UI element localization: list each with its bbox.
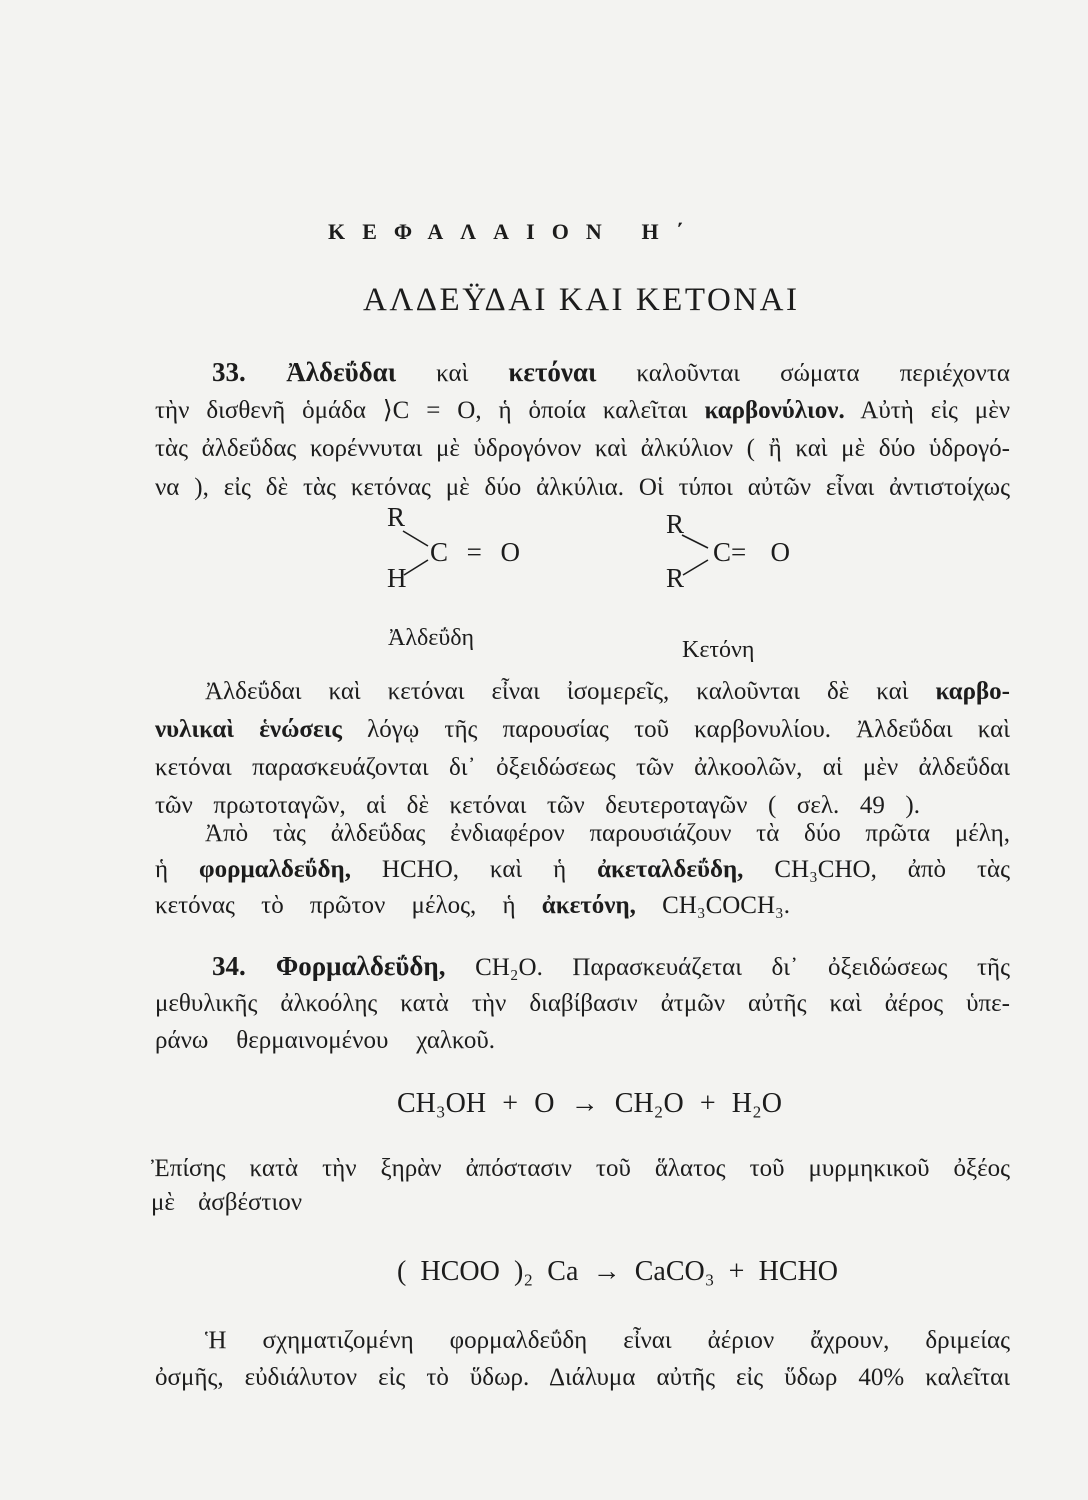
text-line: [155, 1359, 1010, 1396]
text-line: [205, 673, 1010, 711]
text-run: μὲ ἀσβέστιον: [151, 1189, 302, 1216]
aldehyde-carbonyl-group: C = O: [430, 537, 520, 567]
aldehyde-hydrogen: H: [387, 563, 407, 593]
text-line: [155, 1022, 495, 1059]
text-run: τῶν πρωτοταγῶν, αἱ δὲ κετόναι τῶν δευτεροταγῶν ( σελ. 49 ).: [155, 792, 920, 819]
text-line: [212, 353, 1010, 392]
bold-term: καρβονύλιον.: [704, 396, 845, 424]
aldehyde-label: Ἀλδεΰδη: [388, 625, 475, 651]
text-line: [155, 888, 790, 924]
text-line: [205, 1322, 1010, 1359]
text-run: τὰς ἀλδεΰδας κορέννυται μὲ ὑδρογόνον καὶ ἀλκύλιον ( ἢ καὶ μὲ δύο ὑδρογό-: [155, 435, 1010, 462]
aldehyde-r-group: R: [387, 502, 406, 532]
ketone-r-group-bottom: R: [666, 563, 685, 593]
carbonyl-paragraph: [155, 673, 1010, 825]
text-run: ράνω θερμαινομένου χαλκοῦ.: [155, 1026, 495, 1054]
text-line: [155, 852, 1010, 888]
chapter-title: ΑΛΔΕΫΔΑΙ ΚΑΙ ΚΕΤΟΝΑΙ: [363, 282, 800, 318]
text-run: Ἀλδεΰδαι καὶ κετόναι εἶναι ἰσομερεῖς, καλοῦνται δὲ καὶ: [205, 678, 936, 705]
text-run: καὶ: [396, 360, 509, 387]
equation-calcium-formate: ( HCOO )₂ Ca → CaCO₃ + HCHO: [397, 1256, 838, 1287]
section-33-paragraph: [155, 353, 1010, 507]
text-line: [155, 392, 1010, 431]
text-line: [155, 749, 1010, 787]
text-run: τὴν δισθενῆ ὁμάδα ⟩C = O, ἡ ὁποία καλεῖται: [155, 396, 705, 424]
text-run: CH₂O. Παρασκευάζεται δι᾽ ὀξειδώσεως τῆς: [445, 953, 1010, 981]
text-run: μεθυλικῆς ἀλκοόλης κατὰ τὴν διαβίβασιν ἀτμῶν αὐτῆς καὶ ἀέρος ὑπε-: [155, 989, 1010, 1017]
members-paragraph: [155, 816, 1010, 924]
text-run: Ἐπίσης κατὰ τὴν ξηρὰν ἀπόστασιν τοῦ ἅλατος τοῦ μυρμηκικοῦ ὀξέος: [151, 1155, 1010, 1182]
aldehyde-upper-bond: [403, 531, 428, 546]
ketone-label: Κετόνη: [682, 637, 755, 663]
ketone-carbonyl-group: C= O: [713, 537, 790, 567]
ketone-lower-bond: [683, 560, 708, 575]
section-34-paragraph: [155, 948, 1010, 1059]
bold-term: ἀκετόνη,: [541, 892, 636, 919]
text-run: Αὐτὴ εἰς μὲν: [844, 396, 1010, 424]
text-run: HCHO, καὶ ἡ: [350, 856, 598, 883]
dry-distillation-paragraph: [151, 1152, 1010, 1220]
bold-term: νυλικαὶ ἑνώσεις: [155, 716, 342, 743]
text-line: [212, 948, 1010, 985]
text-run: ὀσμῆς, εὐδιάλυτον εἰς τὸ ὕδωρ. Διάλυμα αὐτῆς εἰς ὕδωρ 40% καλεῖται: [155, 1363, 1010, 1391]
text-run: ἡ: [155, 856, 200, 883]
text-run: CH₃CHO, ἀπὸ τὰς: [743, 856, 1010, 883]
bold-term: 34. Φορμαλδεΰδη,: [212, 950, 446, 981]
bold-term: 33. Ἀλδεΰδαι: [212, 357, 397, 387]
bold-term: καρβο-: [935, 678, 1010, 705]
bold-term: φορμαλδεΰδη,: [199, 856, 351, 883]
text-run: κετόναι παρασκευάζονται δι᾽ ὀξειδώσεως τῶν ἀλκοολῶν, αἱ μὲν ἀλδεΰδαι: [155, 754, 1010, 781]
text-run: να ), εἰς δὲ τὰς κετόνας μὲ δύο ἀλκύλια. Οἱ τύποι αὐτῶν εἶναι ἀντιστοίχως: [155, 473, 1010, 501]
text-line: [151, 1186, 302, 1220]
text-run: λόγῳ τῆς παρουσίας τοῦ καρβονυλίου. Ἀλδεΰδαι καὶ: [341, 716, 1011, 743]
chapter-number: ΚΕΦΑΛΑΙΟΝ Η΄: [328, 219, 701, 244]
text-run: Ἀπὸ τὰς ἀλδεΰδας ἐνδιαφέρον παρουσιάζουν τὰ δύο πρῶτα μέλη,: [205, 820, 1010, 847]
text-line: [205, 816, 1010, 852]
text-run: CH₃COCH₃.: [635, 892, 790, 919]
text-run: κετόνας τὸ πρῶτον μέλος, ἡ: [155, 892, 542, 919]
properties-paragraph: [155, 1322, 1010, 1396]
text-line: [155, 430, 1010, 469]
text-line: [155, 985, 1010, 1022]
ketone-upper-bond: [682, 535, 708, 548]
bold-term: κετόναι: [508, 357, 597, 387]
bold-term: ἀκεταλδεΰδη,: [597, 856, 744, 883]
equation-methanol-oxidation: CH₃OH + O → CH₂O + H₂O: [397, 1088, 782, 1119]
text-line: [155, 711, 1010, 749]
text-run: καλοῦνται σώματα περιέχοντα: [596, 360, 1011, 387]
ketone-r-group-top: R: [666, 509, 685, 539]
text-line: [151, 1152, 1010, 1186]
text-run: Ἡ σχηματιζομένη φορμαλδεΰδη εἶναι ἀέριον ἄχρουν, δριμείας: [205, 1326, 1010, 1354]
aldehyde-lower-bond: [404, 560, 428, 575]
